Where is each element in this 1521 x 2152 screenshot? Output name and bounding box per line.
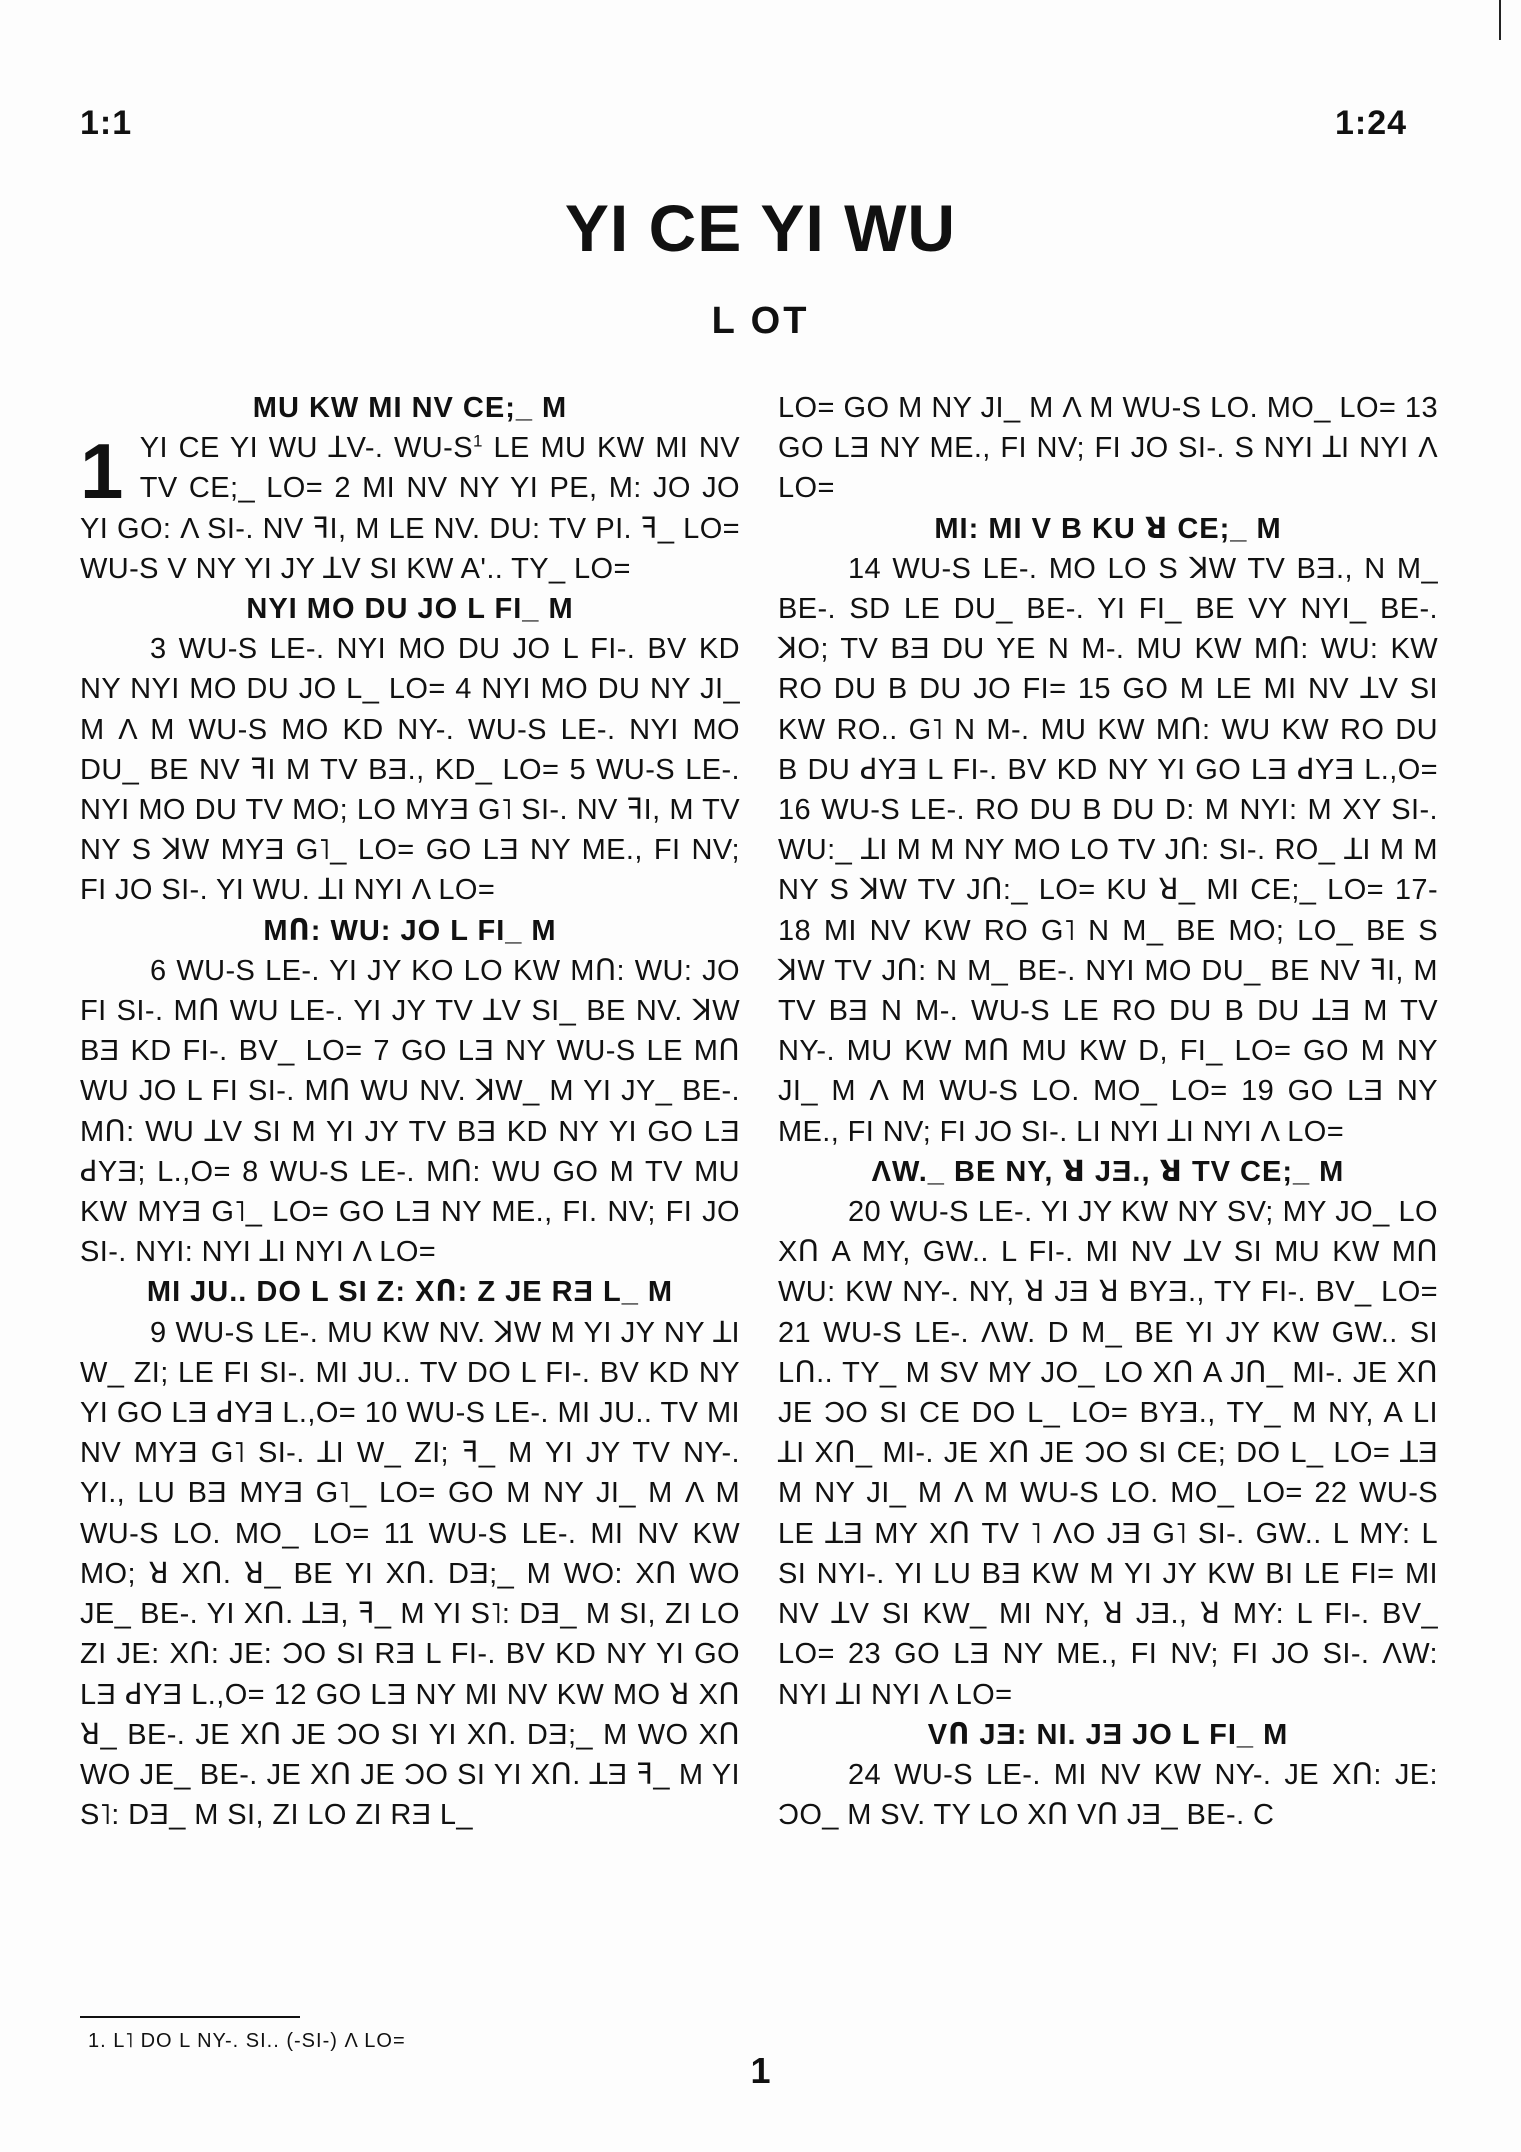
paragraph bbox=[80, 428, 740, 589]
paragraph: 9 WU-S LE-. MU KW NV. ꓘW M YI JY NY ꓕI W_ ZI; LE FI SI-. MI JU.. TV DO L FI-. BV KD NY YI GO LƎ ꓒYƎ L.,O= 10 WU-S LE-. MI JU.. TV MI NV MYƎ G˥ SI-. ꓕI W_ ZI; ꟻ_ M YI JY TV NY-. YI., LU BƎ MYƎ G˥_ LO= GO M NY JI_ M Λ M WU-S LO. MO_ LO= 11 WU-S LE-. MI NV KW MO; ꓤ XՈ. ꓤ_ BE YI XՈ. DƎ;_ M WO: XՈ WO JE_ BE-. YI XՈ. ꓕƎ, ꟻ_ M YI S˥: DƎ_ M SI, ZI LO ZI JE: XՈ: JE: ƆO SI RƎ L FI-. BV KD NY YI GO LƎ ꓒYƎ L.,O= 12 GO LƎ NY MI NV KW MO ꓤ XՈ ꓤ_ BE-. JE XՈ JE ƆO SI YI XՈ. DƎ;_ M WO XՈ WO JE_ BE-. JE XՈ JE ƆO SI YI XՈ. ꓕƎ ꟻ_ M YI S˥: DƎ_ M SI, ZI LO ZI RƎ L_ bbox=[80, 1316, 740, 1832]
footnote: 1. L˥ DO L NY-. SI.. (-SI-) Λ LO= bbox=[88, 2030, 406, 2052]
paragraph: 3 WU-S LE-. NYI MO DU JO L FI-. BV KD NY NYI MO DU JO L_ LO= 4 NYI MO DU NY JI_ M Λ M WU-S MO KD NY-. WU-S LE-. NYI MO DU_ BE NV ꟻI M TV BƎ., KD_ LO= 5 WU-S LE-. NYI MO DU TV MO; LO MYƎ G˥ SI-. NV ꟻI, M TV NY S ꓘW MYƎ G˥_ LO= GO LƎ NY ME., FI NV; FI JO SI-. YI WU. ꓕI NYI Λ LO= bbox=[80, 633, 740, 907]
page-number: 1 bbox=[750, 2050, 771, 2091]
book-title: YI CE YI WU bbox=[564, 191, 957, 265]
chapter-label: L OT bbox=[711, 300, 810, 342]
footnote-marker: 1 bbox=[472, 431, 483, 451]
running-header-left: 1:1 bbox=[80, 104, 133, 142]
chapter-number-dropcap: 1 bbox=[80, 427, 124, 516]
crop-mark bbox=[1499, 0, 1501, 40]
section-heading: MI JU.. DO L SI Z: XՈ: Z JE RƎ L_ M bbox=[146, 1276, 674, 1309]
left-column bbox=[80, 388, 740, 1835]
section-heading: ΛW._ BE NY, ꓤ JƎ., ꓤ TV CE;_ M bbox=[871, 1155, 1345, 1188]
paragraph-text: LE MU KW MI NV TV CE;_ LO= 2 MI NV NY YI PE, M: JO JO YI GO: Λ SI-. NV ꟻI, M LE NV. DU: TV PI. ꟻ_ LO= WU-S V NY YI JY ꓕV SI KW A'.. TY_ LO= bbox=[80, 432, 740, 585]
paragraph: 14 WU-S LE-. MO LO S ꓘW TV BƎ., N M_ BE-. SD LE DU_ BE-. YI FI_ BE VY NYI_ BE-. ꓘO; TV BƎ DU YE N M-. MU KW MՈ: WU: KW RO DU B DU JO FI= 15 GO M LE MI NV ꓕV SI KW RO.. G˥ N M-. MU KW MՈ: WU KW RO DU B DU ꓒYƎ L FI-. BV KD NY YI GO LƎ ꓒYƎ L.,O= 16 WU-S LE-. RO DU B DU D: M NYI: M XY SI-. WU:_ ꓕI M M NY MO LO TV JՈ: SI-. RO_ ꓕI M M NY S ꓘW TV JՈ:_ LO= KU ꓤ_ MI CE;_ LO= 17-18 MI NV KW RO G˥ N M_ BE MO; LO_ BE S ꓘW TV JՈ: N M_ BE-. NYI MO DU_ BE NV ꟻI, M TV BƎ N M-. WU-S LE RO DU B DU ꓕƎ M TV NY-. MU KW MՈ MU KW D, FI_ LO= GO M NY JI_ M Λ M WU-S LO. MO_ LO= 19 GO LƎ NY ME., FI NV; FI JO SI-. LI NYI ꓕI NYI Λ LO= bbox=[778, 552, 1438, 1148]
section-heading: VՈ JƎ: NI. JƎ JO L FI_ M bbox=[927, 1718, 1289, 1751]
section-heading: MU KW MI NV CE;_ M bbox=[252, 392, 568, 424]
paragraph: 24 WU-S LE-. MI NV KW NY-. JE XՈ: JE: ƆO_ M SV. TY LO XՈ VՈ JƎ_ BE-. C bbox=[778, 1758, 1438, 1832]
footnote-divider bbox=[80, 2016, 300, 2018]
paragraph: 20 WU-S LE-. YI JY KW NY SV; MY JO_ LO XՈ A MY, GW.. L FI-. MI NV ꓕV SI MU KW MՈ WU: KW NY-. NY, ꓤ JƎ ꓤ BYƎ., TY FI-. BV_ LO= 21 WU-S LE-. ΛW. D M_ BE YI JY KW GW.. SI LՈ.. TY_ M SV MY JO_ LO XՈ A JՈ_ MI-. JE XՈ JE ƆO SI CE DO L_ LO= BYƎ., TY_ M NY, A LI ꓕI XՈ_ MI-. JE XՈ JE ƆO SI CE; DO L_ LO= ꓕƎ M NY JI_ M Λ M WU-S LO. MO_ LO= 22 WU-S LE ꓕƎ MY XՈ TV ˥ ΛO JƎ G˥ SI-. GW.. L MY: L SI NYI-. YI LU BƎ KW M YI JY KW BI LE FI= MI NV ꓕV SI KW_ MI NY, ꓤ JƎ., ꓤ MY: L FI-. BV_ LO= 23 GO LƎ NY ME., FI NV; FI JO SI-. ΛW: NYI ꓕI NYI Λ LO= bbox=[778, 1196, 1438, 1711]
running-header-right: 1:24 bbox=[1335, 104, 1408, 142]
section-heading: MՈ: WU: JO L FI_ M bbox=[263, 914, 557, 947]
section-heading: NYI MO DU JO L FI_ M bbox=[246, 593, 574, 626]
section-heading: MI: MI V B KU ꓤ CE;_ M bbox=[934, 512, 1282, 545]
paragraph: 6 WU-S LE-. YI JY KO LO KW MՈ: WU: JO FI SI-. MՈ WU LE-. YI JY TV ꓕV SI_ BE NV. ꓘW BƎ KD FI-. BV_ LO= 7 GO LƎ NY WU-S LE MՈ WU JO L FI SI-. MՈ WU NV. ꓘW_ M YI JY_ BE-. MՈ: WU ꓕV SI M YI JY TV BƎ KD NY YI GO LƎ ꓒYƎ; L.,O= 8 WU-S LE-. MՈ: WU GO M TV MU KW MYƎ G˥_ LO= GO LƎ NY ME., FI. NV; FI JO SI-. NYI: NYI ꓕI NYI Λ LO= bbox=[80, 954, 740, 1269]
right-column bbox=[778, 388, 1438, 1835]
paragraph-text: YI CE YI WU ꓕV-. WU-S bbox=[139, 432, 473, 465]
paragraph: LO= GO M NY JI_ M Λ M WU-S LO. MO_ LO= 13 GO LƎ NY ME., FI NV; FI JO SI-. S NYI ꓕI NYI Λ LO= bbox=[778, 392, 1438, 505]
